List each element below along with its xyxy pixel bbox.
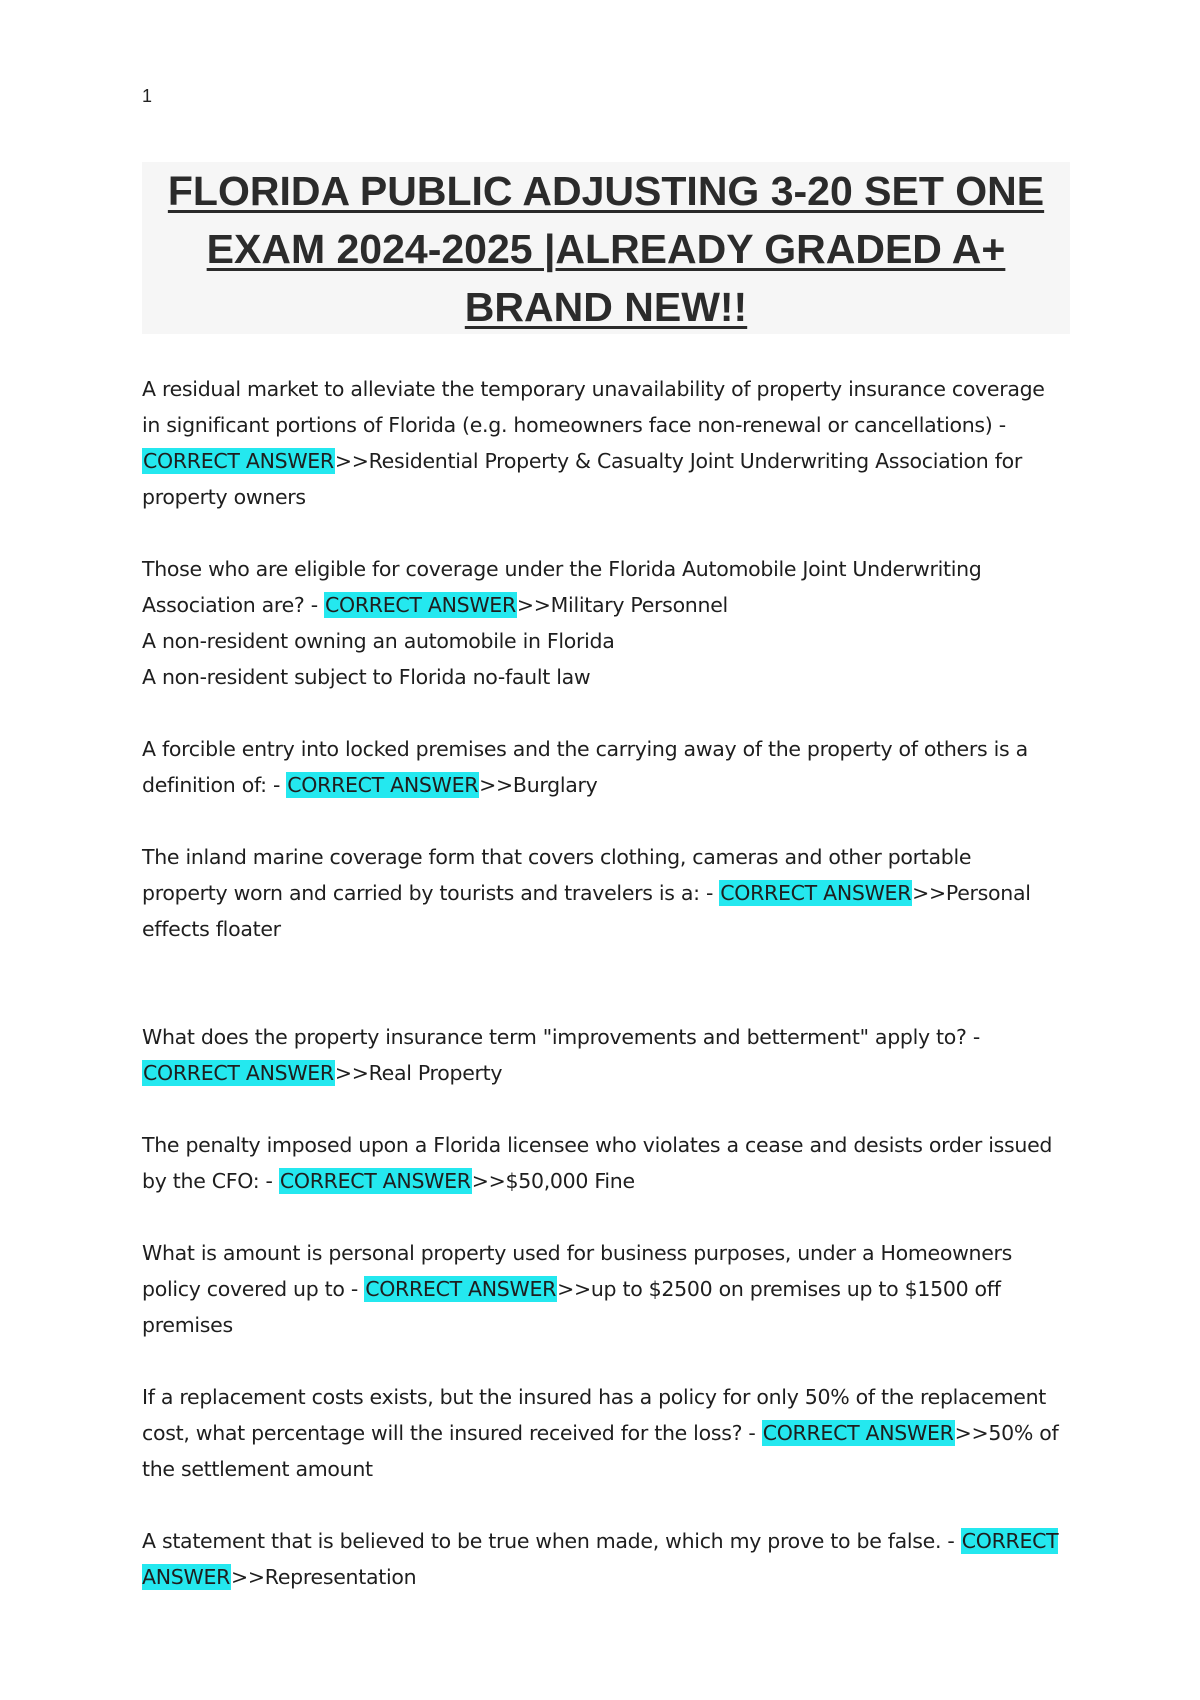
correct-answer-marker: CORRECT ANSWER [143,1061,334,1085]
page-number: 1 [142,86,153,106]
correct-answer-marker: CORRECT ANSWER [142,1529,1059,1589]
qa-list [142,371,1062,1631]
qa-item [142,1379,1062,1487]
qa-item [142,731,1062,803]
correct-answer-marker: CORRECT ANSWER [720,881,912,905]
answer-extra-line: A non-resident subject to Florida no-fault law [142,665,591,689]
question-text: A residual market to alleviate the temporary unavailability of property insurance coverage in significant portions of Florida (e.g. homeowners face non-renewal or cancellations) - [142,377,1045,437]
question-text: The penalty imposed upon a Florida licensee who violates a cease and desists order issued by the CFO: - [142,1133,1053,1193]
answer-text: >>Personal effects floater [142,881,1031,941]
answer-text: >>up to $2500 on premises up to $1500 off premises [142,1277,1001,1337]
correct-answer-marker: CORRECT ANSWER [325,593,516,617]
answer-text: >>Representation [231,1565,417,1589]
question-text: If a replacement costs exists, but the insured has a policy for only 50% of the replacement cost, what percentage will the insured received for the loss? - [142,1385,1047,1445]
qa-item [142,1235,1062,1343]
answer-text: >>Real Property [334,1061,503,1085]
answer-extra-line: A non-resident owning an automobile in Florida [142,629,615,653]
correct-answer-marker: CORRECT ANSWER [143,449,334,473]
correct-answer-marker: CORRECT ANSWER [365,1277,557,1301]
qa-item [142,551,1062,695]
question-text: The inland marine coverage form that covers clothing, cameras and other portable property worn and carried by tourists and travelers is a: - [142,845,972,905]
correct-answer-marker: CORRECT ANSWER [287,773,479,797]
question-text: A statement that is believed to be true when made, which my prove to be false. - [142,1529,961,1553]
qa-item [142,839,1062,947]
title-block [142,162,1070,334]
answer-text: >>50% of the settlement amount [142,1421,1059,1481]
document-title: FLORIDA PUBLIC ADJUSTING 3-20 SET ONE EXAM 2024-2025 |ALREADY GRADED A+ BRAND NEW!! [167,168,1045,330]
answer-text: >>$50,000 Fine [471,1169,635,1193]
correct-answer-marker: CORRECT ANSWER [762,1421,954,1445]
correct-answer-marker: CORRECT ANSWER [279,1169,471,1193]
answer-text: >>Burglary [479,773,598,797]
answer-text: >>Residential Property & Casualty Joint Underwriting Association for property owners [142,449,1022,509]
qa-item [142,1019,1062,1091]
qa-item [142,1523,1062,1595]
qa-item [142,371,1062,515]
question-text: What does the property insurance term "improvements and betterment" apply to? - [142,1025,980,1049]
answer-text: >>Military Personnel [516,593,728,617]
question-text: A forcible entry into locked premises and the carrying away of the property of others is a definition of: - [142,737,1028,797]
question-text: What is amount is personal property used for business purposes, under a Homeowners policy covered up to - [142,1241,1013,1301]
question-text: Those who are eligible for coverage under the Florida Automobile Joint Underwriting Association are? - [142,557,982,617]
qa-item [142,1127,1062,1199]
